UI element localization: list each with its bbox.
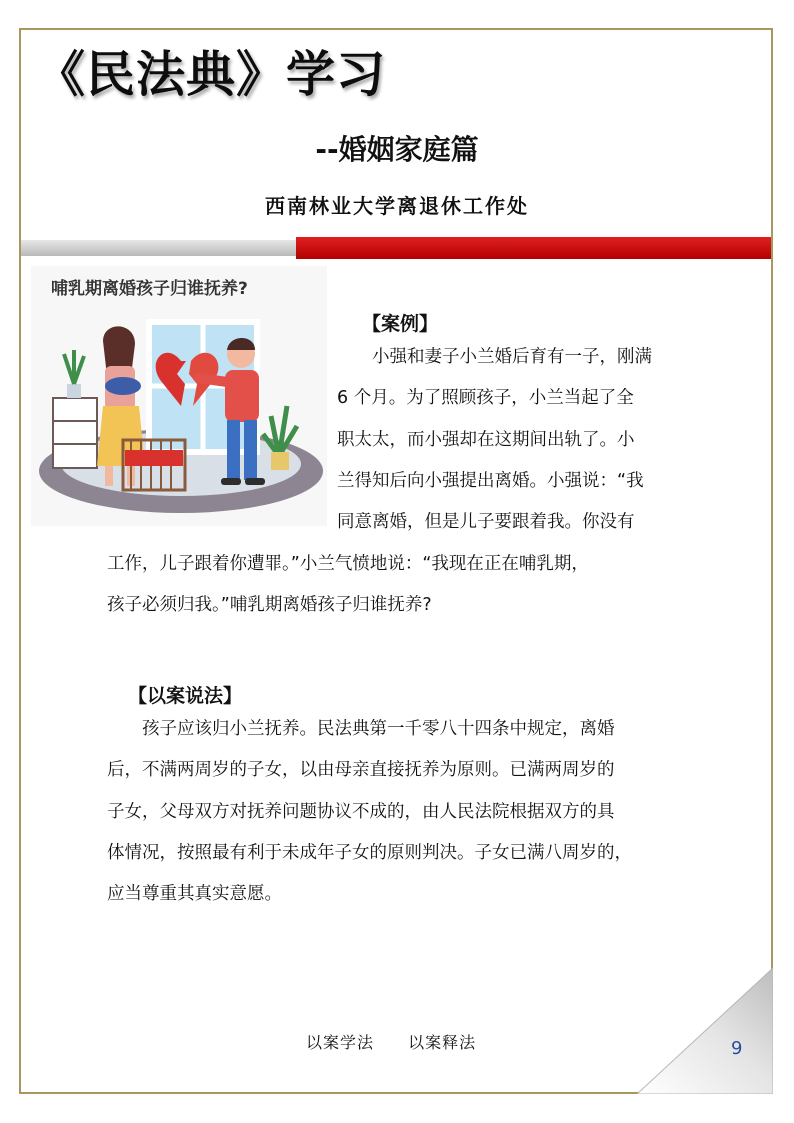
organization-name: 西南林业大学离退休工作处 <box>265 194 529 218</box>
analysis-heading: 【以案说法】 <box>128 685 243 707</box>
footer-motto <box>306 1030 476 1053</box>
analysis-paragraph <box>107 709 632 915</box>
case-line: 职太太，而小强却在这期间出轨了。小 <box>337 429 635 450</box>
case-illustration <box>31 266 327 526</box>
analysis-line: 应当尊重其真实意愿。 <box>107 884 282 905</box>
case-paragraph-wide <box>107 544 589 627</box>
analysis-line: 体情况，按照最有利于未成年子女的原则判决。子女已满八周岁的， <box>107 842 632 863</box>
case-line: 兰得知后向小强提出离婚。小强说：“我 <box>337 470 644 491</box>
illustration-graphic <box>31 266 327 526</box>
header-divider <box>21 237 771 259</box>
analysis-line: 后，不满两周岁的子女，以由母亲直接抚养为原则。已满两周岁的 <box>107 760 615 781</box>
case-line: 同意离婚，但是儿子要跟着我。你没有 <box>337 512 635 533</box>
page-curl-corner <box>637 968 773 1094</box>
page-title: 《民法典》学习 <box>36 45 387 103</box>
analysis-line: 孩子应该归小兰抚养。民法典第一千零八十四条中规定，离婚 <box>107 719 615 739</box>
footer-motto-1: 以案学法 <box>306 1033 375 1052</box>
case-line: 6 个月。为了照顾孩子，小兰当起了全 <box>337 388 634 409</box>
divider-red-segment <box>296 237 771 259</box>
footer-motto-2: 以案释法 <box>408 1033 477 1052</box>
case-heading: 【案例】 <box>362 313 439 335</box>
case-paragraph-narrow <box>337 337 652 543</box>
case-line: 小强和妻子小兰婚后育有一子，刚满 <box>337 347 652 367</box>
case-line: 工作，儿子跟着你遭罪。”小兰气愤地说：“我现在正在哺乳期， <box>107 554 589 574</box>
page-subtitle: --婚姻家庭篇 <box>315 133 479 166</box>
page-number: 9 <box>731 1038 743 1059</box>
case-line: 孩子必须归我。”哺乳期离婚孩子归谁抚养? <box>107 595 432 616</box>
illustration-title: 哺乳期离婚孩子归谁抚养? <box>51 279 248 299</box>
analysis-line: 子女，父母双方对抚养问题协议不成的，由人民法院根据双方的具 <box>107 801 615 822</box>
divider-grey-segment <box>21 240 296 256</box>
